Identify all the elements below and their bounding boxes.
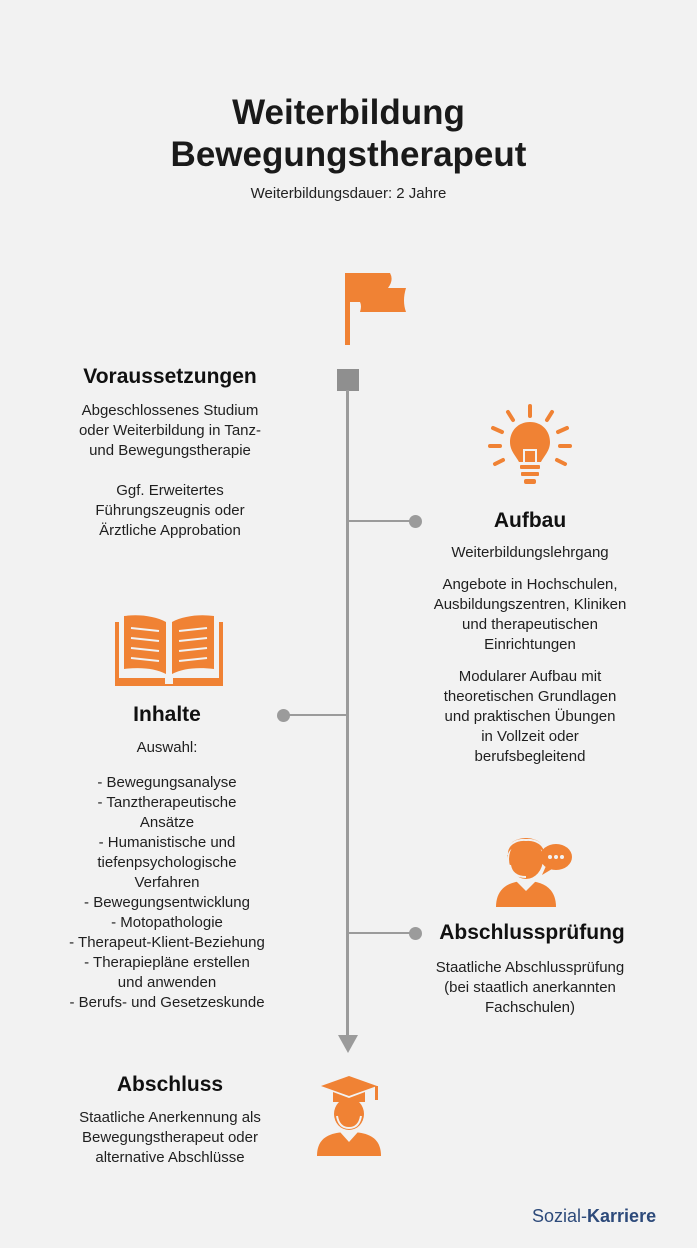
text-line: Verfahren xyxy=(134,874,200,891)
text-line: Auswahl: xyxy=(136,739,198,756)
text-line: und Bewegungstherapie xyxy=(89,442,251,459)
support-agent-icon xyxy=(490,825,574,909)
text-line: Ansätze xyxy=(139,814,195,831)
spacer-line xyxy=(400,655,660,667)
connector-abschlusspruefung xyxy=(348,932,416,934)
abschlusspruefung-title: Abschlussprüfung xyxy=(439,921,625,944)
text-line: Staatliche Abschlussprüfung xyxy=(435,959,625,976)
text-line: und therapeutischen xyxy=(462,616,598,633)
page-title xyxy=(0,92,697,176)
graduate-icon xyxy=(313,1072,385,1158)
text-line: in Vollzeit oder xyxy=(481,728,579,745)
timeline-arrow-icon xyxy=(336,1033,360,1055)
inhalte-title: Inhalte xyxy=(133,703,201,726)
text-line: Weiterbildungslehrgang xyxy=(451,544,609,561)
brand-logo xyxy=(532,1206,656,1227)
spacer xyxy=(37,758,297,773)
text-line: Abgeschlossenes Studium xyxy=(81,402,259,419)
text-line: Führungszeugnis oder xyxy=(95,502,245,519)
aufbau-text xyxy=(400,543,660,767)
text-line: berufsbegleitend xyxy=(474,748,586,765)
text-line: Fachschulen) xyxy=(484,999,576,1016)
brand-part-2: Karriere xyxy=(587,1206,657,1226)
text-line: (bei staatlich anerkannten xyxy=(444,979,616,996)
text-line: - Motopathologie xyxy=(111,914,223,931)
text-line: - Humanistische und xyxy=(98,834,236,851)
text-line: theoretischen Grundlagen xyxy=(443,688,617,705)
spacer-line xyxy=(40,461,300,481)
text-line: tiefenpsychologische xyxy=(97,854,237,871)
voraussetzungen-title: Voraussetzungen xyxy=(83,365,257,388)
timeline-line xyxy=(346,390,349,1035)
page-subtitle: Weiterbildungsdauer: 2 Jahre xyxy=(250,185,447,202)
text-line: Bewegungstherapeut oder xyxy=(82,1129,258,1146)
abschluss-title: Abschluss xyxy=(116,1073,224,1096)
spacer-line xyxy=(400,563,660,575)
text-line: - Bewegungsentwicklung xyxy=(84,894,250,911)
text-line: oder Weiterbildung in Tanz- xyxy=(78,422,262,439)
brand-part-1: Sozial- xyxy=(532,1206,588,1226)
text-line: - Therapeut-Klient-Beziehung xyxy=(69,934,265,951)
flag-icon xyxy=(340,268,410,348)
text-line: Modularer Aufbau mit xyxy=(458,668,602,685)
timeline-start-square xyxy=(337,369,359,391)
text-line: alternative Abschlüsse xyxy=(95,1149,245,1166)
text-line: - Tanztherapeutische xyxy=(97,794,237,811)
text-line: Ärztliche Approbation xyxy=(99,522,241,539)
text-line: Staatliche Anerkennung als xyxy=(79,1109,261,1126)
text-line: - Bewegungsanalyse xyxy=(97,774,237,791)
text-line: Ggf. Erweitertes xyxy=(116,482,224,499)
title-line-2: Bewegungstherapeut xyxy=(170,135,527,174)
lightbulb-icon xyxy=(487,402,573,488)
title-line-1: Weiterbildung xyxy=(232,93,465,132)
text-line: und praktischen Übungen xyxy=(444,708,616,725)
text-line: und anwenden xyxy=(117,974,217,991)
text-line: Ausbildungszentren, Kliniken xyxy=(433,596,627,613)
abschlusspruefung-text xyxy=(400,958,660,1018)
open-book-icon xyxy=(115,612,223,688)
text-line: Einrichtungen xyxy=(484,636,576,653)
text-line: Angebote in Hochschulen, xyxy=(442,576,618,593)
aufbau-title: Aufbau xyxy=(493,509,567,532)
text-line: - Berufs- und Gesetzeskunde xyxy=(69,994,265,1011)
voraussetzungen-text xyxy=(40,401,300,541)
text-line: - Therapiepläne erstellen xyxy=(84,954,250,971)
inhalte-text xyxy=(37,738,297,1013)
abschluss-text xyxy=(40,1108,300,1168)
